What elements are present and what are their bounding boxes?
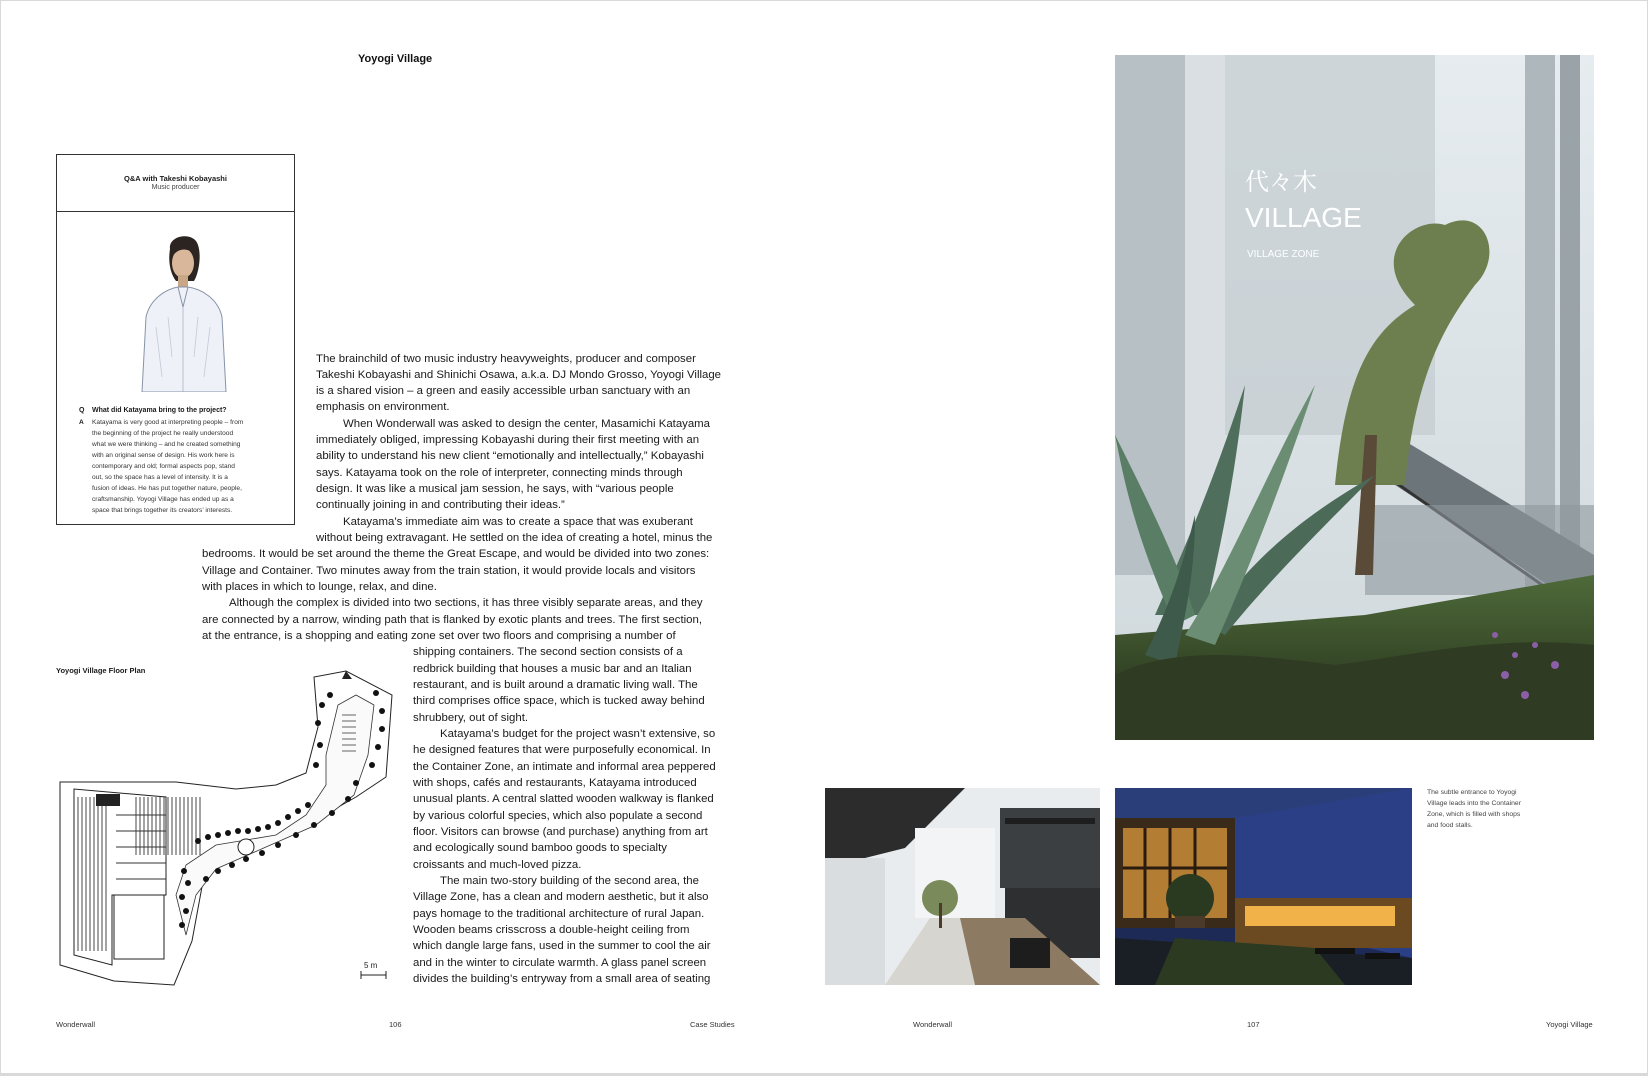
body-text-line: bedrooms. It would be set around the theme the Great Escape, and would be divided into two zones:: [202, 548, 710, 560]
portrait-illustration: [132, 227, 232, 392]
body-text-line: is a shared vision – a green and easily accessible urban sanctuary with an: [316, 385, 691, 397]
question-text: What did Katayama bring to the project?: [92, 407, 227, 414]
body-text-line: shrubbery, out of sight.: [413, 712, 529, 724]
footer-page-number-left: 106: [389, 1020, 402, 1029]
body-text-line: ability to understand his new client “emotionally and intellectually,” Kobayashi: [316, 450, 704, 462]
floor-plan-drawing: [56, 665, 396, 987]
qa-heading: Q&A with Takeshi Kobayashi: [124, 174, 227, 183]
body-text-line: Village and Container. Two minutes away from the train station, it would provide locals and visitors: [202, 565, 696, 577]
answer-line: out, so the space has a level of intensity. It is a: [92, 474, 228, 481]
body-text-line: third comprises office space, which is tucked away behind: [413, 695, 705, 707]
container-zone-photo: [825, 788, 1100, 985]
body-text-line: croissants and much-loved pizza.: [413, 859, 582, 871]
body-text-line: design. It was like a musical jam session, he says, with “various people: [316, 483, 674, 495]
body-text-line: with places in which to lounge, relax, and dine.: [202, 581, 437, 593]
body-text-line: When Wonderwall was asked to design the center, Masamichi Katayama: [343, 418, 711, 430]
footer-page-number-right: 107: [1247, 1020, 1260, 1029]
magazine-spread: [1, 1, 1647, 1073]
q-label: Q: [79, 407, 85, 414]
body-text-line: are connected by a narrow, winding path that is flanked by exotic plants and trees. The first section,: [202, 614, 702, 626]
caption-line: Village leads into the Container: [1427, 800, 1521, 807]
photo-caption: [1427, 787, 1537, 831]
footer-section-right: Yoyogi Village: [1546, 1020, 1593, 1029]
body-text-line: and in the winter to circulate warmth. A glass panel screen: [413, 957, 707, 969]
body-text-line: divides the building’s entryway from a small area of seating: [413, 973, 711, 985]
floor-plan-label: Yoyogi Village Floor Plan: [56, 666, 146, 675]
body-text-line: The brainchild of two music industry heavyweights, producer and composer: [316, 353, 696, 365]
caption-line: Zone, which is filled with shops: [1427, 811, 1521, 818]
qa-answer: [79, 417, 274, 516]
body-text-line: Katayama’s immediate aim was to create a space that was exuberant: [343, 516, 693, 528]
qa-header: [57, 155, 294, 212]
body-text-line: Wooden beams crisscross a double-height ceiling from: [413, 924, 690, 936]
body-text-line: Although the complex is divided into two sections, it has three visibly separate areas, and they: [229, 597, 703, 609]
sign-zone: VILLAGE ZONE: [1247, 249, 1320, 260]
body-text-line: Village Zone, has a clean and modern aesthetic, but it also: [413, 891, 709, 903]
answer-line: contemporary and old; formal aspects pop, stand: [92, 463, 235, 470]
body-text-line: with shops, cafés and restaurants, Katayama introduced: [413, 777, 697, 789]
body-text-line: emphasis on environment.: [316, 401, 450, 413]
body-text-line: immediately obliged, impressing Kobayashi during their first meeting with an: [316, 434, 700, 446]
body-text-line: says. Katayama took on the role of interpreter, connecting minds through: [316, 467, 683, 479]
floor-plan-scale: 5 m: [364, 961, 378, 970]
body-text-line: he designed features that were purposefully economical. In: [413, 744, 711, 756]
footer-publisher-right: Wonderwall: [913, 1020, 953, 1029]
body-text-line: the Container Zone, an intimate and informal area peppered: [413, 761, 716, 773]
answer-line: Katayama is very good at interpreting people – from: [92, 419, 244, 426]
body-text-line: Katayama’s budget for the project wasn’t extensive, so: [440, 728, 716, 740]
footer-section-left: Case Studies: [690, 1020, 735, 1029]
body-text-line: and ecologically sound bamboo goods to specialty: [413, 842, 667, 854]
body-text-line: Takeshi Kobayashi and Shinichi Osawa, a.k.a. DJ Mondo Grosso, Yoyogi Village: [316, 369, 722, 381]
answer-line: with an original sense of design. His work here is: [92, 452, 235, 459]
qa-box: [56, 154, 295, 525]
village-zone-photo-image: [1115, 788, 1412, 985]
page-title: Yoyogi Village: [358, 53, 433, 65]
body-text-line: restaurant, and is built around a dramatic living wall. The: [413, 679, 698, 691]
answer-line: the beginning of the project he really understood: [92, 430, 234, 437]
qa-question: [79, 407, 227, 414]
qa-subheading: Music producer: [151, 184, 200, 191]
body-text-line: at the entrance, is a shopping and eating zone set over two floors and comprising a number of: [202, 630, 676, 642]
sign-kanji: 代々木: [1245, 168, 1317, 196]
body-text-line: redbrick building that houses a music bar and an Italian: [413, 663, 692, 675]
main-photo-image: [1115, 55, 1594, 740]
body-text-line: without being extravagant. He settled on the idea of creating a hotel, minus the: [316, 532, 713, 544]
container-zone-photo-image: [825, 788, 1100, 985]
sign-village: VILLAGE: [1245, 202, 1362, 233]
a-label: A: [79, 419, 84, 426]
answer-line: craftsmanship. Yoyogi Village has ended up as a: [92, 496, 234, 503]
body-text-line: unusual plants. A central slatted wooden walkway is flanked: [413, 793, 714, 805]
body-text-line: floor. Visitors can browse (and purchase) anything from art: [413, 826, 708, 838]
caption-line: and food stalls.: [1427, 822, 1473, 829]
body-text-line: by various colorful species, which also populate a second: [413, 810, 703, 822]
body-text-line: which dangle large fans, used in the summer to cool the air: [413, 940, 711, 952]
caption-line: The subtle entrance to Yoyogi: [1427, 789, 1517, 796]
answer-line: space that brings together its creators’ interests.: [92, 507, 233, 514]
body-text-line: The main two-story building of the second area, the: [440, 875, 699, 887]
answer-line: what we were thinking – and he created something: [92, 441, 241, 448]
footer-publisher-left: Wonderwall: [56, 1020, 96, 1029]
answer-line: fusion of ideas. He has put together nature, people,: [92, 485, 242, 492]
body-text-line: shipping containers. The second section consists of a: [413, 646, 683, 658]
body-text-line: pays homage to the traditional architecture of rural Japan.: [413, 908, 705, 920]
body-text-line: continually joining in and contributing their ideas.”: [316, 499, 565, 511]
village-zone-photo: [1115, 788, 1412, 985]
main-photo: [1115, 55, 1594, 740]
